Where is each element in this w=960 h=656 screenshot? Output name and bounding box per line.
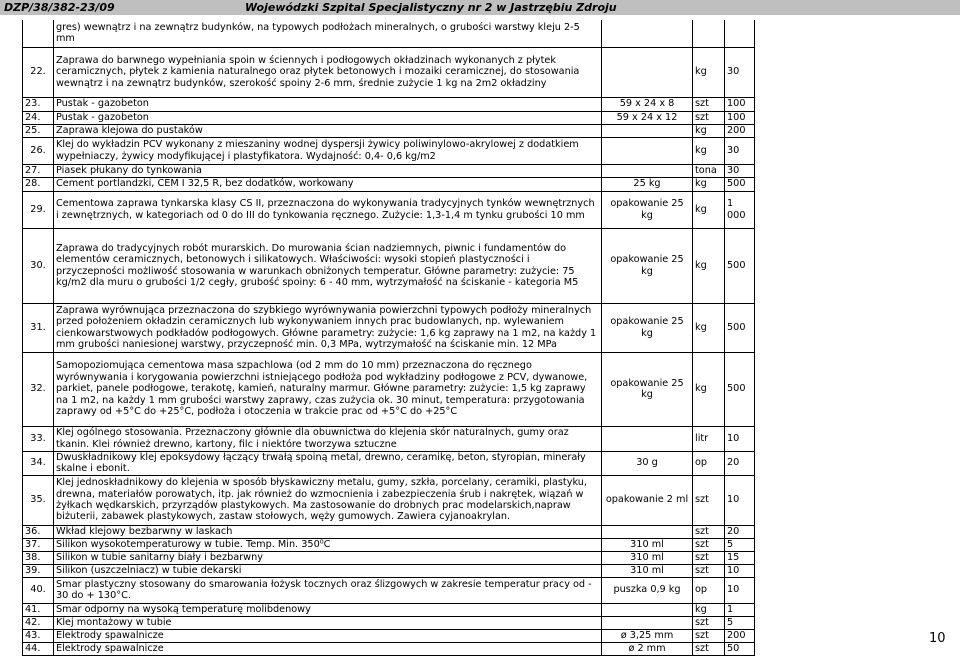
row-number: 28. [23,177,54,191]
row-quantity: 30 [725,137,755,164]
row-packaging [602,525,693,538]
row-packaging: 310 ml [602,564,693,577]
row-quantity: 1 [725,603,755,616]
row-number: 30. [23,228,54,303]
row-unit: kg [693,603,725,616]
row-description: Pustak - gazobeton [54,97,602,111]
table-row [23,603,755,616]
table-row [23,47,755,97]
row-description: Wkład klejowy bezbarwny w laskach [54,525,602,538]
row-number: 41. [23,603,54,616]
table-row [23,642,755,655]
row-number: 31. [23,303,54,352]
row-number: 33. [23,426,54,451]
row-unit: kg [693,352,725,426]
row-unit: szt [693,111,725,124]
table-row [23,228,755,303]
table-row [23,111,755,124]
table-row [23,426,755,451]
row-unit: kg [693,303,725,352]
row-quantity: 5 [725,538,755,551]
row-number [23,20,54,47]
row-quantity: 5 [725,616,755,629]
row-quantity: 50 [725,642,755,655]
row-packaging [602,426,693,451]
row-packaging [602,124,693,137]
row-number: 35. [23,475,54,525]
row-packaging: 310 ml [602,551,693,564]
row-packaging [602,603,693,616]
table-row [23,564,755,577]
row-packaging: 59 x 24 x 8 [602,97,693,111]
row-description: Zaprawa do tradycyjnych robót murarskich. Do murowania ścian nadziemnych, piwnic i fundamentów do elementów ceramicznych, betonowych i silikatowych. Właściwości: wysoki stopień plastyczności i przyczepności możliwość stosowania w warunkach obniżonych temperatur. Główne parametry: zużycie: 75 kg/m2 dla muru o grubości 1/2 cegły, grubość spoiny: 6 - 40 mm, wytrzymałość na ściskanie - kategoria M5 [54,228,602,303]
row-packaging: 25 kg [602,177,693,191]
row-quantity: 500 [725,228,755,303]
row-quantity: 10 [725,475,755,525]
row-description: Klej do wykładzin PCV wykonany z mieszaniny wodnej dyspersji żywicy poliwinylowo-akrylowej z dodatkiem wypełniaczy, żywicy modyfikującej i plastyfikatora. Wydajność: 0,4- 0,6 kg/m2 [54,137,602,164]
row-quantity: 20 [725,451,755,475]
row-number: 34. [23,451,54,475]
row-packaging [602,47,693,97]
row-packaging: 310 ml [602,538,693,551]
row-unit: kg [693,228,725,303]
row-description: Cement portlandzki, CEM I 32,5 R, bez dodatków, workowany [54,177,602,191]
row-quantity [725,20,755,47]
row-description: Elektrody spawalnicze [54,642,602,655]
row-description: Smar odporny na wysoką temperaturę molibdenowy [54,603,602,616]
row-packaging [602,164,693,177]
row-quantity: 20 [725,525,755,538]
table-row [23,137,755,164]
row-quantity: 1 000 [725,191,755,228]
row-unit: szt [693,551,725,564]
row-number: 24. [23,111,54,124]
row-quantity: 500 [725,352,755,426]
row-description: Piasek płukany do tynkowania [54,164,602,177]
row-quantity: 15 [725,551,755,564]
row-unit: kg [693,137,725,164]
row-description: Klej montażowy w tubie [54,616,602,629]
row-quantity: 200 [725,124,755,137]
row-description: Klej ogólnego stosowania. Przeznaczony głównie dla obuwnictwa do klejenia skór naturalnych, gumy oraz tkanin. Klei również drewno, kartony, filc i niektóre tworzywa sztuczne [54,426,602,451]
table-row [23,124,755,137]
table-row [23,475,755,525]
row-unit: kg [693,124,725,137]
row-number: 36. [23,525,54,538]
row-quantity: 100 [725,97,755,111]
row-unit: szt [693,538,725,551]
row-unit: op [693,577,725,603]
row-description: Zaprawa do barwnego wypełniania spoin w ściennych i podłogowych okładzinach wykonanych z płytek ceramicznych, płytek z kamienia naturalnego oraz płytek betonowych i mozaiki ceramicznej, do stosowania wewnątrz i na zewnątrz budynków, szerokość spoiny 2-6 mm, średnie zużycie 1 kg na 2m2 okładziny [54,47,602,97]
row-quantity: 30 [725,164,755,177]
row-number: 25. [23,124,54,137]
row-packaging: opakowanie 25 kg [602,352,693,426]
table-row [23,352,755,426]
row-quantity: 200 [725,629,755,642]
row-number: 22. [23,47,54,97]
row-quantity: 10 [725,426,755,451]
page-number: 10 [929,631,946,646]
table-row [23,538,755,551]
hospital-name: Wojewódzki Szpital Specjalistyczny nr 2 w Jastrzębiu Zdroju [245,1,617,14]
row-description: Silikon w tubie sanitarny biały i bezbarwny [54,551,602,564]
row-number: 42. [23,616,54,629]
row-unit: op [693,451,725,475]
row-unit: litr [693,426,725,451]
row-unit [693,20,725,47]
row-packaging: 30 g [602,451,693,475]
table-row [23,177,755,191]
row-unit: szt [693,97,725,111]
row-packaging: 59 x 24 x 12 [602,111,693,124]
row-quantity: 10 [725,577,755,603]
table-row [23,97,755,111]
row-number: 37. [23,538,54,551]
row-unit: kg [693,191,725,228]
row-unit: szt [693,629,725,642]
row-description: Silikon (uszczelniacz) w tubie dekarski [54,564,602,577]
row-number: 40. [23,577,54,603]
table-row [23,525,755,538]
row-unit: kg [693,47,725,97]
row-description: Smar plastyczny stosowany do smarowania łożysk tocznych oraz ślizgowych w zakresie temperatur pracy od - 30 do + 130°C. [54,577,602,603]
row-unit: kg [693,177,725,191]
row-packaging: opakowanie 2 ml [602,475,693,525]
row-packaging [602,20,693,47]
row-number: 32. [23,352,54,426]
row-packaging [602,616,693,629]
row-description: Silikon wysokotemperaturowy w tubie. Temp. Min. 350⁰C [54,538,602,551]
table-row [23,303,755,352]
row-unit: szt [693,564,725,577]
row-packaging: puszka 0,9 kg [602,577,693,603]
row-description: Elektrody spawalnicze [54,629,602,642]
page-header [0,0,960,15]
table-row [23,577,755,603]
document-reference: DZP/38/382-23/09 [4,1,115,14]
row-number: 38. [23,551,54,564]
row-description: Zaprawa klejowa do pustaków [54,124,602,137]
materials-table [22,20,755,656]
row-packaging: opakowanie 25 kg [602,303,693,352]
row-number: 26. [23,137,54,164]
row-description: Dwuskładnikowy klej epoksydowy łączący trwałą spoiną metal, drewno, ceramikę, beton, styropian, minerały skalne i ebonit. [54,451,602,475]
row-unit: szt [693,616,725,629]
row-packaging [602,137,693,164]
row-description: Pustak - gazobeton [54,111,602,124]
row-unit: szt [693,525,725,538]
table-row [23,191,755,228]
table-row [23,616,755,629]
row-number: 39. [23,564,54,577]
row-packaging: ø 2 mm [602,642,693,655]
row-number: 27. [23,164,54,177]
row-quantity: 10 [725,564,755,577]
table-row [23,20,755,47]
row-number: 44. [23,642,54,655]
table-row [23,551,755,564]
row-unit: tona [693,164,725,177]
materials-table-body [23,20,755,655]
row-packaging: ø 3,25 mm [602,629,693,642]
row-quantity: 500 [725,303,755,352]
row-quantity: 500 [725,177,755,191]
row-description: Klej jednoskładnikowy do klejenia w sposób błyskawiczny metalu, gumy, szkła, porcelany, ceramiki, plastyku, drewna, materiałów porowatych, itp. jak również do wzmocnienia i zabezpieczenia śrub i nakrętek, wiązań w żyłkach wędkarskich, przyrządów plastykowych. Ma zastosowanie do drobnych prac modelarskich,napraw biżuterii, zabawek plastykowych, zastaw stołowych, węży gumowych. Zawiera cyjanoakrylan. [54,475,602,525]
row-number: 29. [23,191,54,228]
row-unit: szt [693,642,725,655]
row-packaging: opakowanie 25 kg [602,228,693,303]
table-row [23,164,755,177]
row-number: 43. [23,629,54,642]
row-description: Zaprawa wyrównująca przeznaczona do szybkiego wyrównywania powierzchni typowych podłoży mineralnych przed położeniem okładzin ceramicznych lub wykonywaniem innych prac budowlanych, np. wylewaniem cienkowarstwowych podkładów podłogowych. Główne parametry: zużycie: 1,6 kg zaprawy na 1 m2, na każdy 1 mm grubości naniesionej warstwy, przyczepność min. 0,3 MPa, wytrzymałość na ściskanie min. 12 MPa [54,303,602,352]
row-description: gres) wewnątrz i na zewnątrz budynków, na typowych podłożach mineralnych, o grubości warstwy kleju 2-5 mm [54,20,602,47]
row-description: Samopoziomująca cementowa masa szpachlowa (od 2 mm do 10 mm) przeznaczona do ręcznego wyrównywania i korygowania powierzchni istniejącego podłoża pod wykładziny podłogowe z PCV, dywanowe, parkiet, panele podłogowe, terakotę, kamień, naturalny marmur. Główne parametry: zużycie: 1,5 kg zaprawy na 1 m2, na każdy 1 mm grubości warstwy zaprawy, czas zużycia ok. 30 minut, temperatura: przygotowania zaprawy od +5°C do +25°C, podłoża i otoczenia w trakcie prac od +5°C do +25°C [54,352,602,426]
row-description: Cementowa zaprawa tynkarska klasy CS II, przeznaczona do wykonywania tradycyjnych tynków wewnętrznych i zewnętrznych, w kategoriach od 0 do III do tynkowania ręcznego. Zużycie: 1,3-1,4 m tynku grubości 10 mm [54,191,602,228]
row-unit: szt [693,475,725,525]
row-number: 23. [23,97,54,111]
table-row [23,629,755,642]
table-row [23,451,755,475]
row-packaging: opakowanie 25 kg [602,191,693,228]
row-quantity: 30 [725,47,755,97]
row-quantity: 100 [725,111,755,124]
